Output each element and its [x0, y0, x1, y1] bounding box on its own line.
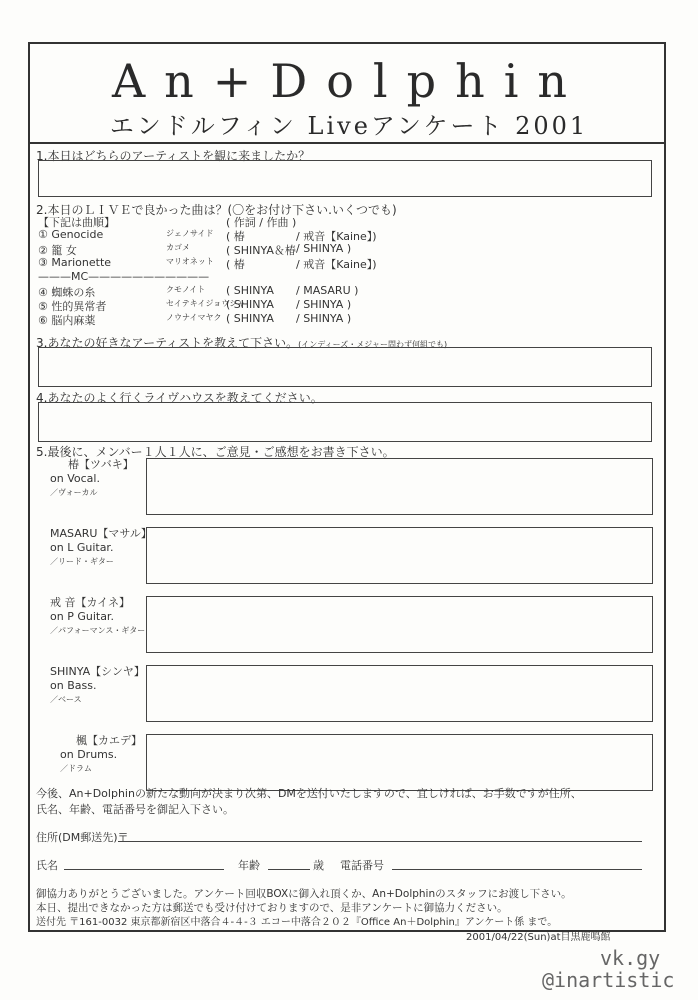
event-date: 2001/04/22(Sun)at目黒鹿鳴館 — [466, 932, 611, 943]
song-lyricist: ( SHINYA — [226, 312, 274, 325]
member-name: 椿【ツバキ】 — [68, 458, 134, 471]
question-3-label: 3.あなたの好きなアーティストを教えて下さい。 — [36, 336, 299, 350]
address-field[interactable] — [118, 841, 642, 842]
song-title: ④ 蜘蛛の糸 — [38, 286, 96, 299]
song-reading: ジェノサイド — [166, 229, 214, 238]
member-part: on Bass. — [50, 679, 97, 692]
member-name: 戒 音【カイネ】 — [50, 596, 131, 609]
song-composer: / 戒音【Kaine】) — [296, 258, 377, 271]
name-field[interactable] — [64, 869, 224, 870]
thanks-2: 本日、提出できなかった方は郵送でも受け付けておりますので、是非アンケートに御協力ください。 — [36, 902, 508, 914]
song-lyricist: ( 椿 — [226, 230, 245, 243]
watermark-site: vk.gy — [600, 946, 661, 970]
question-3-note: (インディーズ・メジャー問わず何組でも) — [298, 340, 448, 349]
member-info — [50, 596, 145, 638]
song-reading: マリオネット — [166, 257, 214, 266]
song-reading: クモノイト — [166, 285, 206, 294]
question-4: 4.あなたのよく行くライヴハウスを教えてください。 — [36, 391, 323, 405]
song-lyricist: ( SHINYA＆椿 — [226, 244, 296, 257]
song-composer: / MASARU ) — [296, 284, 359, 297]
song-reading: セイテキイジョウシャ — [166, 299, 246, 308]
answer-box-1[interactable] — [38, 160, 652, 197]
member-info — [50, 458, 134, 500]
song-reading: カゴメ — [166, 243, 190, 252]
member-part: on P Guitar. — [50, 610, 114, 623]
member-part: on L Guitar. — [50, 541, 114, 554]
member-name: SHINYA【シンヤ】 — [50, 665, 145, 678]
age-unit: 歳 — [313, 859, 324, 872]
song-title: ② 籠 女 — [38, 244, 77, 257]
member-name: MASARU【マサル】 — [50, 527, 152, 540]
phone-label: 電話番号 — [340, 859, 384, 872]
question-5: 5.最後に、メンバー１人１人に、ご意見・ご感想をお書き下さい。 — [36, 445, 395, 459]
name-label: 氏名 — [36, 859, 58, 872]
credit-header: ( 作詞 / 作曲 ) — [226, 216, 297, 229]
member-role: ／リード・ギター — [50, 557, 114, 566]
member-part: on Drums. — [60, 748, 118, 761]
answer-box-4[interactable] — [38, 402, 652, 442]
title-divider — [28, 142, 666, 144]
thanks-1: 御協力ありがとうございました。アンケート回収BOXに御入れ頂くか、An+Dolphinのスタッフにお渡し下さい。 — [36, 888, 572, 900]
answer-box-3[interactable] — [38, 347, 652, 387]
send-address: 送付先 〒161-0032 東京都新宿区中落合４-４-３ エコー中落合２０２『Office An＋Dolphin』アンケート係 まで。 — [36, 917, 558, 928]
phone-field[interactable] — [392, 869, 642, 870]
member-comment-box[interactable] — [146, 665, 653, 722]
member-info — [60, 734, 142, 776]
age-label: 年齢 — [238, 859, 260, 872]
member-comment-box[interactable] — [146, 458, 653, 515]
member-comment-box[interactable] — [146, 527, 653, 584]
member-role: ／ベース — [50, 695, 82, 704]
question-1: 1.本日はどちらのアーティストを観に来ましたか？ — [36, 149, 311, 163]
member-info — [50, 665, 145, 707]
song-list-header: 【下記は曲順】 — [38, 216, 115, 229]
song-lyricist: ( SHINYA — [226, 284, 274, 297]
watermark-handle: @inartistic — [542, 968, 675, 992]
member-role: ／パフォーマンス・ギター — [50, 626, 146, 635]
song-composer: / 戒音【Kaine】) — [296, 230, 377, 243]
song-lyricist: ( SHINYA — [226, 298, 274, 311]
member-info — [50, 527, 152, 569]
member-role: ／ヴォーカル — [50, 488, 98, 497]
song-title: ⑤ 性的異常者 — [38, 300, 107, 313]
song-title: ⑥ 脳内麻薬 — [38, 314, 96, 327]
dm-notice-1: 今後、An+Dolphinの新たな動向が決まり次第、DMを送付いたしますので、宜しければ、お手数ですが住所、 — [36, 787, 582, 800]
song-lyricist: ( 椿 — [226, 258, 245, 271]
member-part: on Vocal. — [50, 472, 100, 485]
member-comment-box[interactable] — [146, 596, 653, 653]
song-composer: / SHINYA ) — [296, 312, 352, 325]
member-role: ／ドラム — [60, 764, 92, 773]
question-2: 2.本日のＬＩＶＥで良かった曲は？(〇をお付け下さい.いくつでも) — [36, 203, 397, 217]
member-name: 楓【カエデ】 — [76, 734, 142, 747]
song-title: ① Genocide — [38, 228, 104, 241]
dm-notice-2: 氏名、年齢、電話番号を御記入下さい。 — [36, 803, 234, 816]
song-composer: / SHINYA ) — [296, 298, 352, 311]
page-subtitle: エンドルフィン Liveアンケート 2001 — [109, 112, 589, 140]
song-composer: / SHINYA ) — [296, 242, 352, 255]
page-title: An+Dolphin — [111, 54, 587, 108]
song-title: ③ Marionette — [38, 256, 112, 269]
address-label: 住所(DM郵送先)〒 — [36, 831, 129, 844]
age-field[interactable] — [268, 869, 310, 870]
mc-divider: ———MC——————————— — [38, 270, 210, 283]
song-reading: ノウナイマヤク — [166, 313, 222, 322]
member-comment-box[interactable] — [146, 734, 653, 791]
